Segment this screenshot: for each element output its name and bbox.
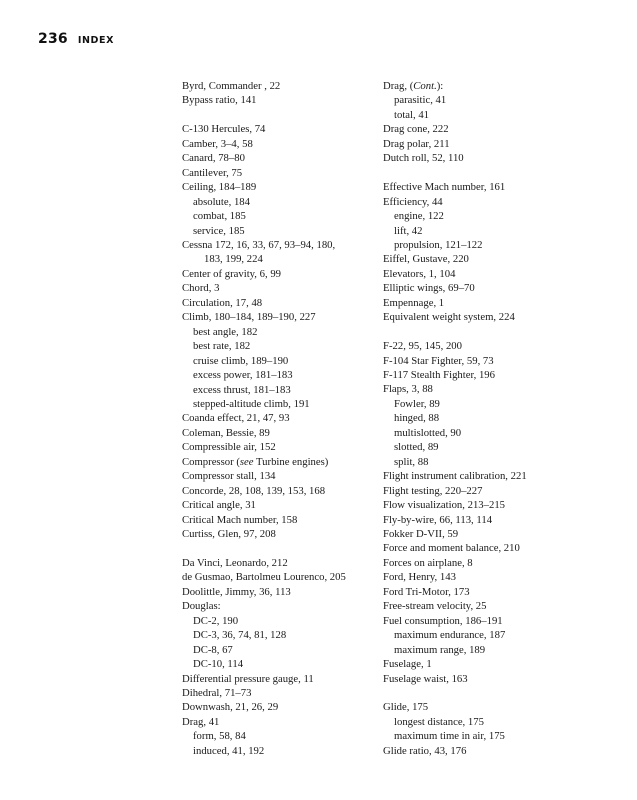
index-entry: Efficiency, 44 — [383, 195, 443, 208]
index-entry: Fly-by-wire, 66, 113, 114 — [383, 513, 493, 526]
index-subentry: form, 58, 84 — [193, 730, 246, 743]
index-subentry: hinged, 88 — [394, 412, 440, 425]
index-entry: Forces on airplane, 8 — [383, 556, 473, 569]
index-entry: Glide, 175 — [383, 701, 429, 714]
index-entry: Circulation, 17, 48 — [182, 296, 263, 309]
index-entry: Flow visualization, 213–215 — [383, 499, 506, 512]
index-subentry: DC-8, 67 — [193, 643, 233, 656]
index-entry: Flight testing, 220–227 — [383, 484, 483, 497]
index-entry: Canard, 78–80 — [182, 152, 245, 165]
index-entry: Camber, 3–4, 58 — [182, 137, 253, 150]
index-entry: Flaps, 3, 88 — [383, 383, 433, 396]
index-subentry: best rate, 182 — [193, 340, 251, 353]
index-subentry: longest distance, 175 — [394, 715, 484, 728]
index-entry: Fokker D-VII, 59 — [383, 528, 459, 541]
index-entry: Eiffel, Gustave, 220 — [383, 253, 469, 266]
index-entry: Force and moment balance, 210 — [383, 542, 520, 555]
section-gap — [182, 541, 372, 555]
index-column-right — [383, 79, 583, 758]
index-entry: Douglas: — [182, 600, 221, 613]
index-entry: Elevators, 1, 104 — [383, 267, 456, 280]
index-subentry: service, 185 — [193, 224, 245, 237]
index-subentry: maximum time in air, 175 — [394, 730, 505, 743]
index-entry: Doolittle, Jimmy, 36, 113 — [182, 585, 291, 598]
entry-text: Turbine engines) — [253, 455, 329, 468]
index-entry: Differential pressure gauge, 11 — [182, 672, 314, 685]
index-entry: Ceiling, 184–189 — [182, 181, 257, 194]
section-gap — [383, 686, 583, 700]
index-subentry: best angle, 182 — [193, 325, 258, 338]
index-subentry: total, 41 — [394, 108, 430, 121]
index-subentry: lift, 42 — [394, 224, 423, 237]
page-number: 236 — [38, 31, 68, 47]
section-gap — [182, 108, 372, 122]
index-entry: Critical angle, 31 — [182, 499, 256, 512]
index-entry: Bypass ratio, 141 — [182, 94, 257, 107]
index-subentry: DC-3, 36, 74, 81, 128 — [193, 629, 287, 642]
entry-text: ): — [436, 80, 444, 92]
index-entry: Drag, 41 — [182, 715, 220, 728]
index-entry: Curtiss, Glen, 97, 208 — [182, 528, 276, 541]
index-entry: Drag polar, 211 — [383, 137, 450, 150]
index-subentry: induced, 41, 192 — [193, 744, 265, 757]
index-column-left — [182, 79, 372, 758]
index-entry: Dutch roll, 52, 110 — [383, 152, 464, 165]
index-subentry: DC-2, 190 — [193, 614, 239, 627]
index-entry: Drag cone, 222 — [383, 123, 449, 136]
index-entry: Cessna 172, 16, 33, 67, 93–94, 180, — [182, 238, 336, 251]
index-entry: Effective Mach number, 161 — [383, 181, 506, 194]
index-subentry: combat, 185 — [193, 210, 246, 223]
index-subentry: absolute, 184 — [193, 195, 250, 208]
entry-italic-text: Cont. — [413, 80, 437, 92]
index-entry: F-117 Stealth Fighter, 196 — [383, 369, 495, 382]
section-gap — [383, 325, 583, 339]
index-subentry: maximum endurance, 187 — [394, 629, 506, 642]
entry-text: Compressor ( — [182, 455, 240, 468]
index-entry — [182, 455, 372, 469]
index-entry: Coleman, Bessie, 89 — [182, 426, 270, 439]
index-entry: C-130 Hercules, 74 — [182, 123, 266, 136]
index-entry: Fuel consumption, 186–191 — [383, 614, 503, 627]
index-entry: Glide ratio, 43, 176 — [383, 744, 467, 757]
index-subentry: maximum range, 189 — [394, 643, 486, 656]
index-entry: Empennage, 1 — [383, 296, 445, 309]
index-entry: F-104 Star Fighter, 59, 73 — [383, 354, 494, 367]
index-subentry: DC-10, 114 — [193, 658, 244, 671]
index-entry: Equivalent weight system, 224 — [383, 311, 515, 324]
index-entry: Free-stream velocity, 25 — [383, 600, 487, 613]
index-entry: 183, 199, 224 — [204, 253, 263, 266]
index-subentry: cruise climb, 189–190 — [193, 354, 289, 367]
index-entry: Fuselage waist, 163 — [383, 672, 468, 685]
index-subentry: multislotted, 90 — [394, 426, 462, 439]
index-entry: Concorde, 28, 108, 139, 153, 168 — [182, 484, 326, 497]
index-entry — [383, 79, 583, 93]
index-entry: Downwash, 21, 26, 29 — [182, 701, 279, 714]
index-entry: Fuselage, 1 — [383, 658, 432, 671]
entry-italic-text: see — [239, 455, 254, 468]
index-entry: Ford, Henry, 143 — [383, 571, 456, 584]
index-entry: Center of gravity, 6, 99 — [182, 267, 282, 280]
index-entry: Climb, 180–184, 189–190, 227 — [182, 311, 316, 324]
index-entry: Critical Mach number, 158 — [182, 513, 298, 526]
index-subentry: parasitic, 41 — [394, 94, 447, 107]
index-entry: Compressible air, 152 — [182, 441, 276, 454]
index-entry: Compressor stall, 134 — [182, 470, 276, 483]
entry-text: Drag, ( — [383, 80, 414, 92]
index-subentry: excess thrust, 181–183 — [193, 383, 291, 396]
index-entry: Byrd, Commander , 22 — [182, 80, 281, 92]
index-subentry: slotted, 89 — [394, 441, 439, 454]
index-entry: Da Vinci, Leonardo, 212 — [182, 556, 288, 569]
index-entry: Chord, 3 — [182, 282, 220, 295]
index-entry: de Gusmao, Bartolmeu Lourenco, 205 — [182, 571, 346, 584]
index-subentry: excess power, 181–183 — [193, 369, 293, 382]
index-subentry: propulsion, 121–122 — [394, 238, 483, 251]
index-subentry: stepped-altitude climb, 191 — [193, 397, 310, 410]
index-entry: Coanda effect, 21, 47, 93 — [182, 412, 290, 425]
index-entry: F-22, 95, 145, 200 — [383, 340, 462, 353]
index-subentry: split, 88 — [394, 455, 429, 468]
index-entry: Elliptic wings, 69–70 — [383, 282, 475, 295]
index-entry: Cantilever, 75 — [182, 166, 243, 179]
index-entry: Ford Tri-Motor, 173 — [383, 585, 470, 598]
section-gap — [383, 166, 583, 180]
index-entry: Flight instrument calibration, 221 — [383, 470, 527, 483]
page-header — [38, 31, 114, 47]
index-entry: Dihedral, 71–73 — [182, 687, 252, 699]
index-subentry: engine, 122 — [394, 210, 444, 223]
running-head: INDEX — [77, 35, 115, 46]
index-subentry: Fowler, 89 — [394, 397, 440, 410]
